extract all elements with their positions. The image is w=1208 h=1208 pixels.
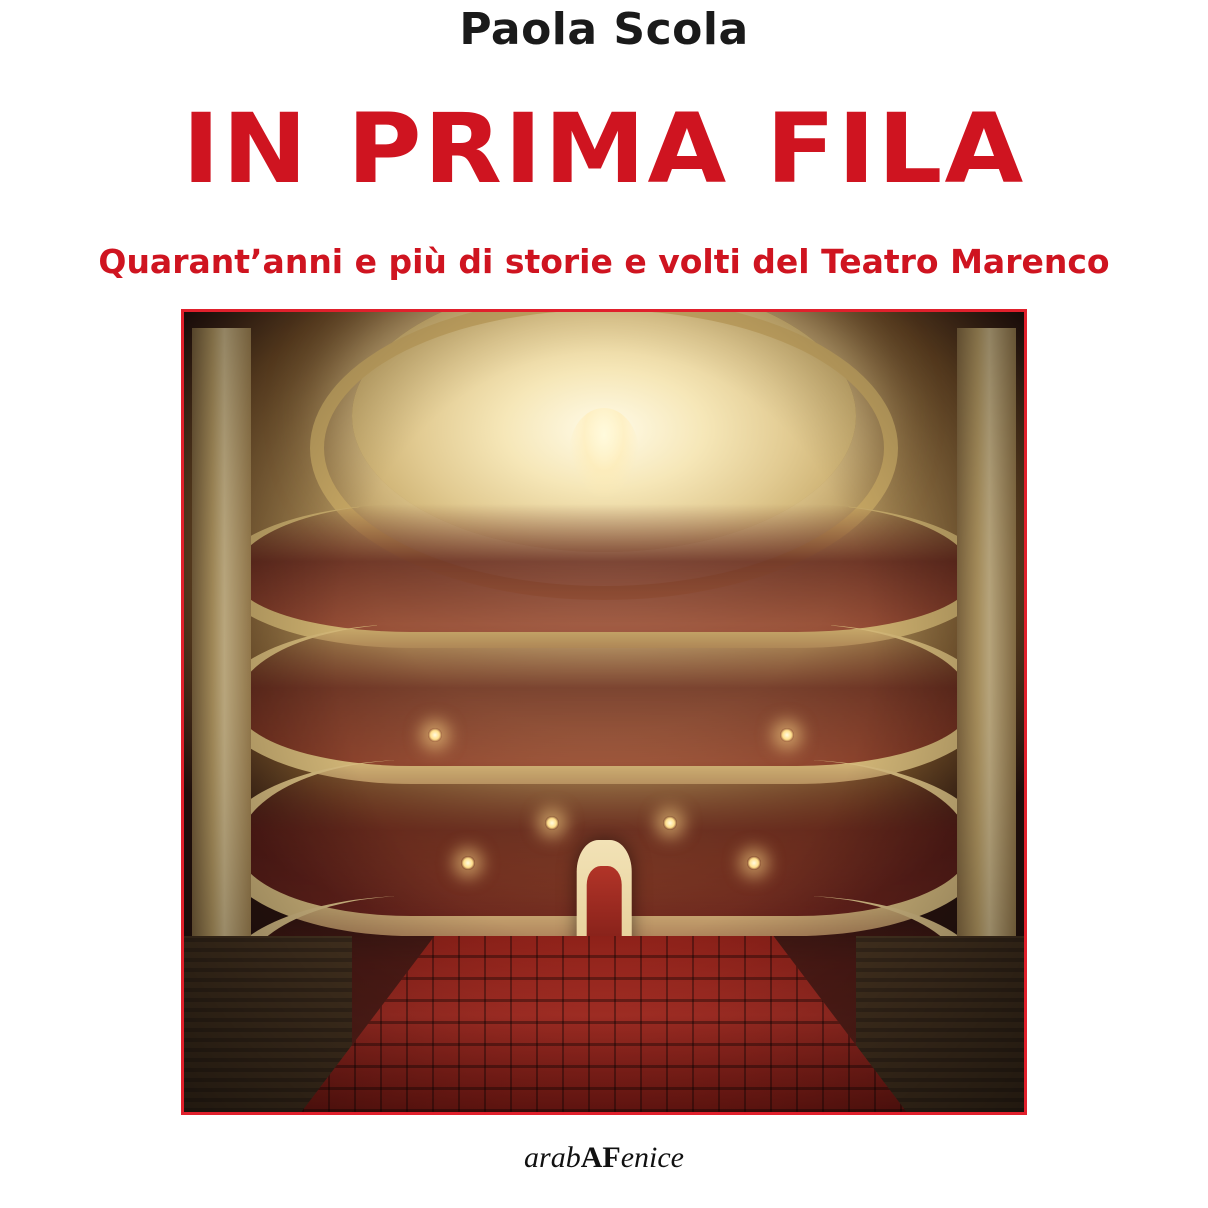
book-title: IN PRIMA FILA [182,93,1026,205]
book-subtitle: Quarant’anni e più di storie e volti del Teatro Marenco [98,241,1110,281]
wall-lamp-icon [545,816,559,830]
wall-lamp-icon [461,856,475,870]
publisher-part-3: enice [620,1140,684,1174]
author-name: Paola Scola [459,4,749,55]
cover-photo-frame [181,309,1027,1115]
wall-lamp-icon [747,856,761,870]
wall-lamp-icon [428,728,442,742]
chandelier-icon [569,408,639,498]
publisher-part-2: AF [580,1140,621,1174]
publisher-logo [524,1141,684,1175]
theatre-interior-photo [184,312,1024,1112]
publisher-part-1: arab [524,1140,581,1174]
wall-lamp-icon [663,816,677,830]
